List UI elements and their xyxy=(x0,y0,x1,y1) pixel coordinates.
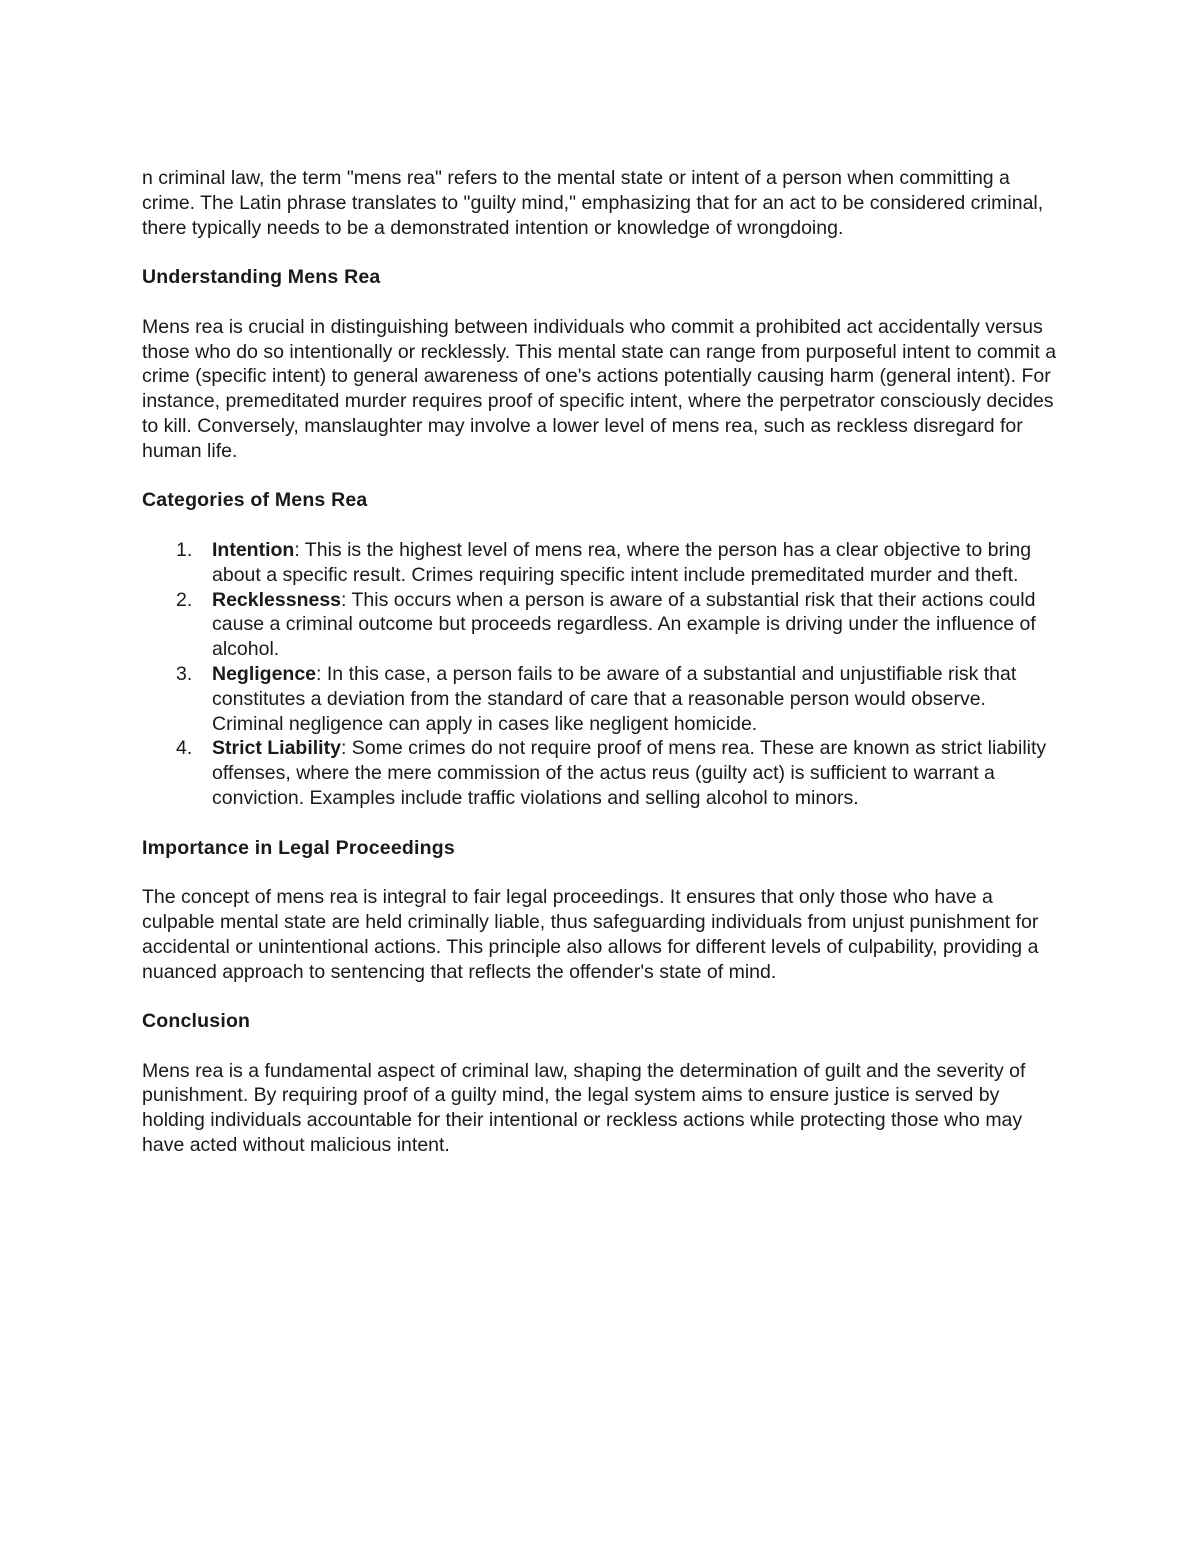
understanding-heading: Understanding Mens Rea xyxy=(142,266,381,289)
list-item xyxy=(142,588,1062,662)
conclusion-paragraph: Mens rea is a fundamental aspect of criminal law, shaping the determination of guilt and the severity of punishment. By requiring proof of a guilty mind, the legal system aims to ensure justice is served by holding individuals accountable for their intentional or reckless actions while protecting those who may have acted without malicious intent. xyxy=(142,1059,1026,1157)
list-item xyxy=(142,662,1062,736)
list-item-term: Negligence xyxy=(212,662,317,685)
list-item-number: 2. xyxy=(176,588,193,611)
categories-list xyxy=(142,538,1062,811)
importance-paragraph: The concept of mens rea is integral to fair legal proceedings. It ensures that only those who have a culpable mental state are held criminally liable, thus safeguarding individuals from unjust punishment for accidental or unintentional actions. This principle also allows for different levels of culpability, providing a nuanced approach to sentencing that reflects the offender's state of mind. xyxy=(142,886,1039,983)
list-item-number: 1. xyxy=(176,538,193,561)
understanding-paragraph: Mens rea is crucial in distinguishing between individuals who commit a prohibited act accidentally versus those who do so intentionally or recklessly. This mental state can range from purposeful intent to commit a crime (specific intent) to general awareness of one's actions potentially causing harm (general intent). For instance, premeditated murder requires proof of specific intent, where the perpetrator consciously decides to kill. Conversely, manslaughter may involve a lower level of mens rea, such as reckless disregard for human life. xyxy=(142,315,1057,462)
list-item-text: : This is the highest level of mens rea, where the person has a clear objective to bring about a specific result. Crimes requiring specific intent include premeditated murder and theft. xyxy=(212,538,1032,586)
conclusion-heading: Conclusion xyxy=(142,1010,251,1033)
intro-paragraph: n criminal law, the term "mens rea" refers to the mental state or intent of a person when committing a crime. The Latin phrase translates to "guilty mind," emphasizing that for an act to be considered criminal, there typically needs to be a demonstrated intention or knowledge of wrongdoing. xyxy=(142,167,1044,239)
list-item-text: : Some crimes do not require proof of mens rea. These are known as strict liability offenses, where the mere commission of the actus reus (guilty act) is sufficient to warrant a conviction. Examples include traffic violations and selling alcohol to minors. xyxy=(212,737,1047,809)
list-item-number: 3. xyxy=(176,662,193,685)
list-item xyxy=(142,538,1062,588)
document-page xyxy=(142,166,1062,1183)
list-item-text: : This occurs when a person is aware of a substantial risk that their actions could cause a criminal outcome but proceeds regardless. An example is driving under the influence of alcohol. xyxy=(212,588,1036,661)
list-item-term: Intention xyxy=(212,538,295,561)
list-item-number: 4. xyxy=(176,737,193,760)
categories-heading: Categories of Mens Rea xyxy=(142,489,368,512)
list-item-term: Recklessness xyxy=(212,588,342,611)
list-item xyxy=(142,736,1062,810)
importance-heading: Importance in Legal Proceedings xyxy=(142,836,455,859)
list-item-term: Strict Liability xyxy=(212,737,341,760)
list-item-text: : In this case, a person fails to be aware of a substantial and unjustifiable risk that constitutes a deviation from the standard of care that a reasonable person would observe. Criminal negligence can apply in cases like negligent homicide. xyxy=(212,662,1017,735)
